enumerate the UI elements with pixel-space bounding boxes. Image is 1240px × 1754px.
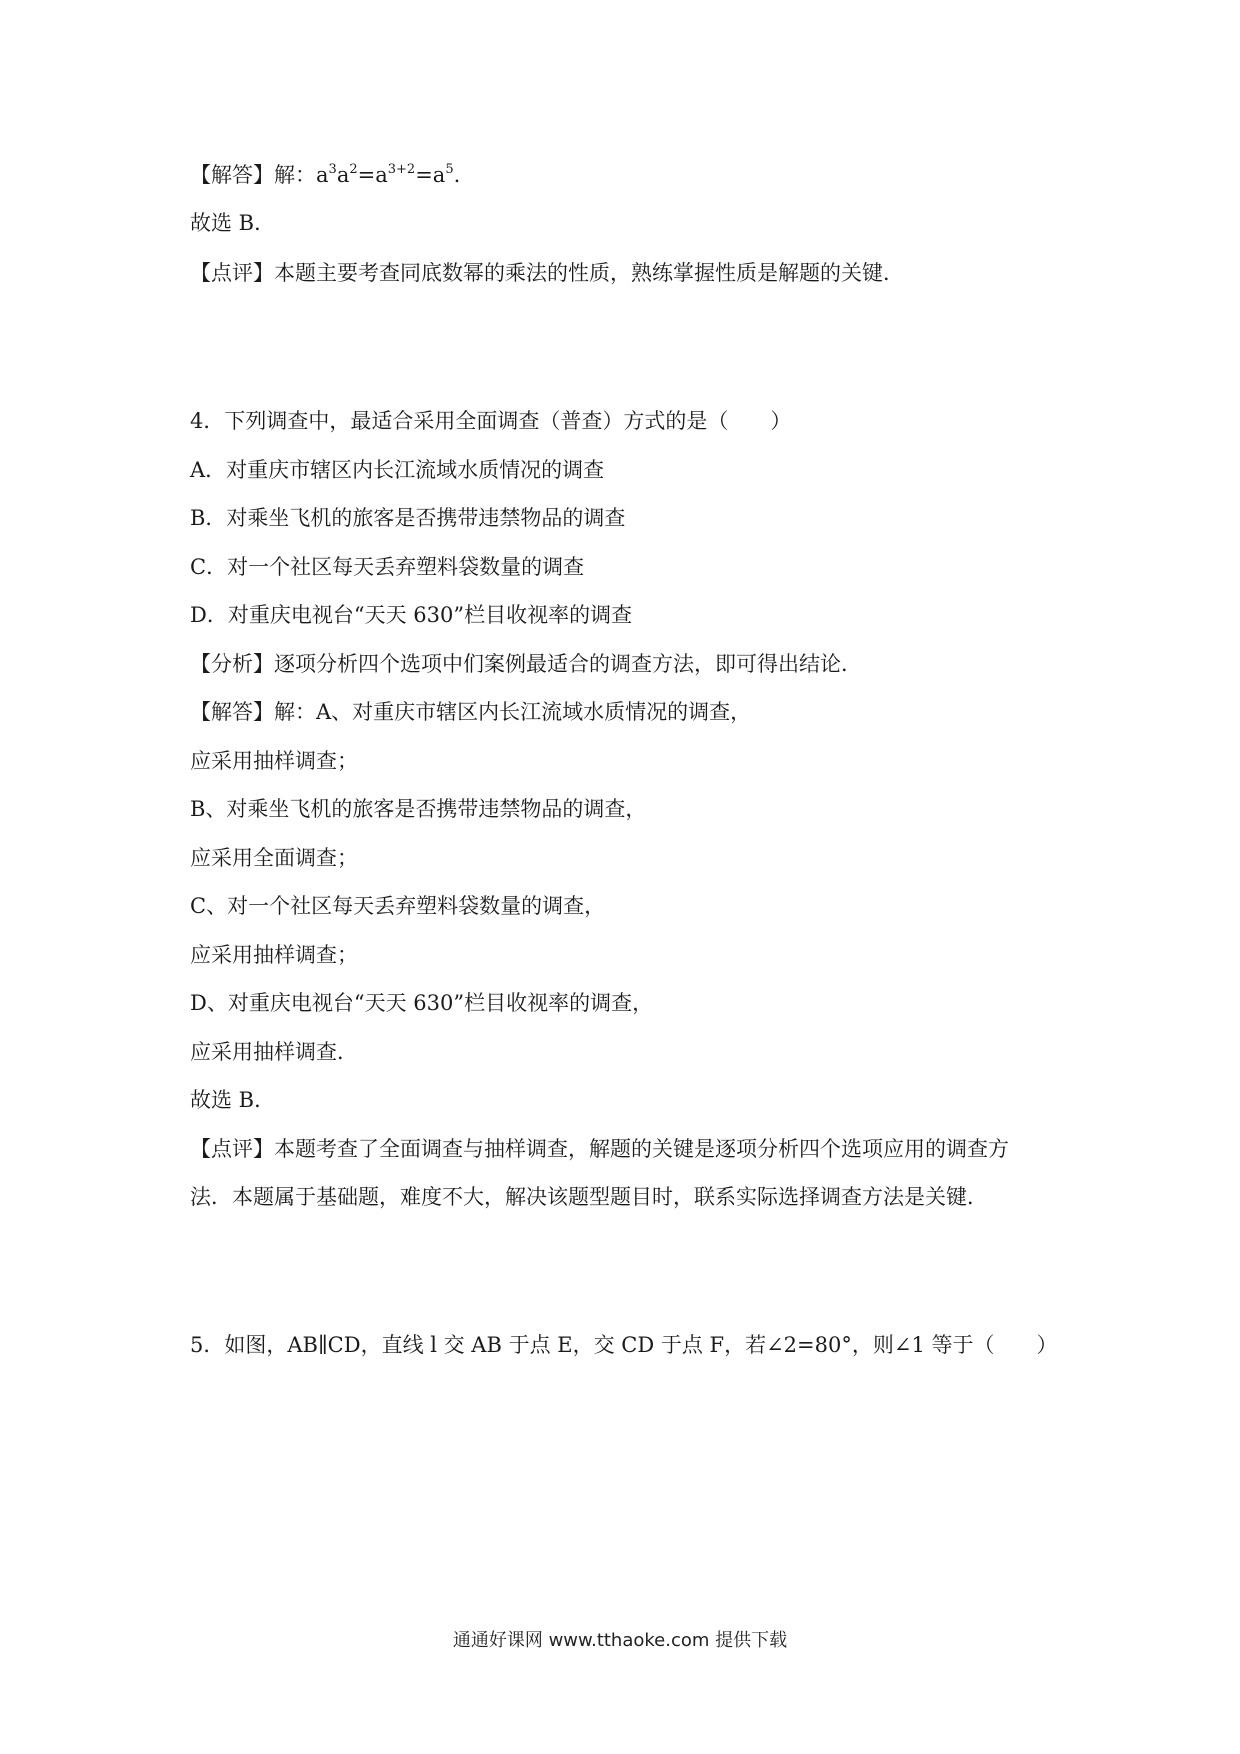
q4-answer-line: 【解答】解：A、对重庆市辖区内长江流域水质情况的调查，	[190, 700, 752, 724]
q4-choice: 故选 B．	[190, 1088, 276, 1112]
q4-option-b: B．对乘坐飞机的旅客是否携带违禁物品的调查	[190, 506, 626, 530]
q4-option-a: A．对重庆市辖区内长江流域水质情况的调查	[190, 458, 605, 482]
q4-option-c: C．对一个社区每天丢弃塑料袋数量的调查	[190, 555, 585, 579]
q4-answer-line: 应采用抽样调查；	[190, 749, 358, 773]
q4-answer-line: 应采用抽样调查．	[190, 1040, 358, 1064]
q4-comment-line: 【点评】本题考查了全面调查与抽样调查，解题的关键是逐项分析四个选项应用的调查方	[190, 1137, 1009, 1161]
q3-choice: 故选 B．	[190, 211, 276, 235]
q4-option-d: D．对重庆电视台“天天 630”栏目收视率的调查	[190, 603, 633, 627]
q5-stem: 5．如图，AB∥CD，直线 l 交 AB 于点 E，交 CD 于点 F，若∠2=80°，则∠1 等于（ ）	[190, 1333, 1058, 1357]
page-footer: 通通好课网 www.tthaoke.com 提供下载	[452, 1630, 788, 1651]
q3-answer-prefix: 【解答】解：	[190, 163, 316, 187]
q4-answer-line: D、对重庆电视台“天天 630”栏目收视率的调查，	[190, 991, 654, 1015]
q4-comment-line: 法．本题属于基础题，难度不大，解决该题型题目时，联系实际选择调查方法是关键．	[190, 1185, 988, 1209]
q3-formula: $a^3a^2=a^{3+2}=a^5$.	[316, 162, 461, 187]
q4-answer-line: C、对一个社区每天丢弃塑料袋数量的调查，	[190, 894, 606, 918]
q4-answer-line: 应采用全面调查；	[190, 846, 358, 870]
q4-answer-line: 应采用抽样调查；	[190, 943, 358, 967]
q3-comment: 【点评】本题主要考查同底数幂的乘法的性质，熟练掌握性质是解题的关键．	[190, 261, 904, 285]
q4-stem: 4．下列调查中，最适合采用全面调查（普查）方式的是（ ）	[190, 409, 792, 433]
q4-answer-line: B、对乘坐飞机的旅客是否携带违禁物品的调查，	[190, 797, 647, 821]
q3-answer	[190, 160, 460, 190]
q4-analysis: 【分析】逐项分析四个选项中们案例最适合的调查方法，即可得出结论．	[190, 652, 862, 676]
